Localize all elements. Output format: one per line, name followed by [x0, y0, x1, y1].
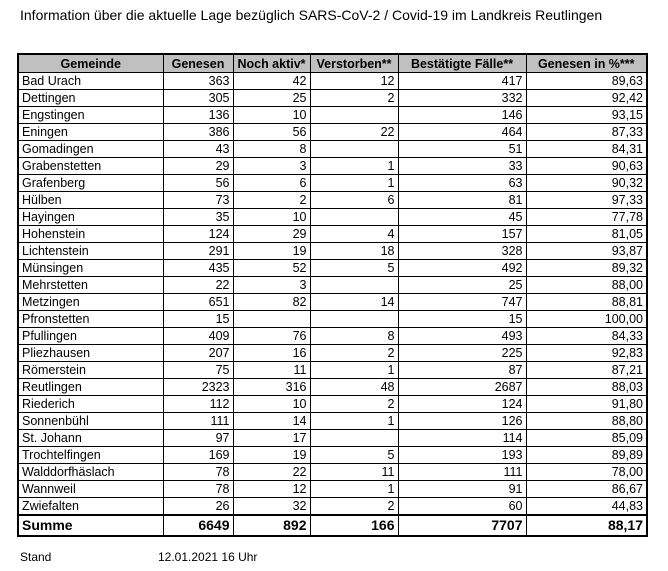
value-cell: 1	[310, 481, 398, 498]
sum-cell: 7707	[398, 515, 526, 536]
value-cell: 18	[310, 243, 398, 260]
value-cell: 90,32	[526, 175, 647, 192]
value-cell: 435	[163, 260, 233, 277]
value-cell: 207	[163, 345, 233, 362]
value-cell: 1	[310, 413, 398, 430]
column-header: Genesen in %***	[526, 54, 647, 73]
value-cell: 124	[398, 396, 526, 413]
value-cell	[310, 107, 398, 124]
value-cell: 89,32	[526, 260, 647, 277]
value-cell: 157	[398, 226, 526, 243]
value-cell: 747	[398, 294, 526, 311]
column-header: Noch aktiv*	[233, 54, 310, 73]
municipality-cell: Hülben	[18, 192, 163, 209]
header-row	[18, 54, 647, 73]
table-row	[18, 362, 647, 379]
municipality-cell: Bad Urach	[18, 73, 163, 90]
value-cell: 22	[310, 124, 398, 141]
column-header: Bestätigte Fälle**	[398, 54, 526, 73]
value-cell: 1	[310, 158, 398, 175]
value-cell: 4	[310, 226, 398, 243]
value-cell: 81,05	[526, 226, 647, 243]
value-cell: 25	[233, 90, 310, 107]
table-row	[18, 379, 647, 396]
table-row	[18, 260, 647, 277]
table-row	[18, 124, 647, 141]
value-cell: 6	[310, 192, 398, 209]
value-cell: 10	[233, 396, 310, 413]
value-cell: 2	[310, 396, 398, 413]
value-cell: 22	[233, 464, 310, 481]
value-cell: 76	[233, 328, 310, 345]
value-cell: 146	[398, 107, 526, 124]
value-cell: 2687	[398, 379, 526, 396]
value-cell: 136	[163, 107, 233, 124]
value-cell: 5	[310, 260, 398, 277]
value-cell: 56	[163, 175, 233, 192]
value-cell: 25	[398, 277, 526, 294]
value-cell: 90,63	[526, 158, 647, 175]
municipality-cell: Hayingen	[18, 209, 163, 226]
municipality-cell: Hohenstein	[18, 226, 163, 243]
value-cell	[310, 430, 398, 447]
value-cell: 51	[398, 141, 526, 158]
value-cell: 82	[233, 294, 310, 311]
value-cell: 386	[163, 124, 233, 141]
value-cell: 60	[398, 498, 526, 516]
value-cell: 11	[233, 362, 310, 379]
value-cell: 89,63	[526, 73, 647, 90]
column-header: Verstorben**	[310, 54, 398, 73]
value-cell: 492	[398, 260, 526, 277]
sum-label: Summe	[18, 515, 163, 536]
value-cell: 29	[233, 226, 310, 243]
value-cell: 10	[233, 107, 310, 124]
municipality-cell: Wannweil	[18, 481, 163, 498]
value-cell: 124	[163, 226, 233, 243]
value-cell: 85,09	[526, 430, 647, 447]
table-row	[18, 90, 647, 107]
value-cell: 48	[310, 379, 398, 396]
value-cell	[310, 277, 398, 294]
value-cell: 91,80	[526, 396, 647, 413]
value-cell: 35	[163, 209, 233, 226]
value-cell: 19	[233, 447, 310, 464]
table-row	[18, 243, 647, 260]
value-cell: 12	[310, 73, 398, 90]
value-cell: 2	[233, 192, 310, 209]
value-cell: 12	[233, 481, 310, 498]
value-cell: 81	[398, 192, 526, 209]
municipality-cell: Pfronstetten	[18, 311, 163, 328]
value-cell: 2	[310, 345, 398, 362]
stand-value: 12.01.2021 16 Uhr	[158, 550, 258, 564]
value-cell: 88,00	[526, 277, 647, 294]
value-cell: 22	[163, 277, 233, 294]
table-row	[18, 209, 647, 226]
value-cell: 2	[310, 498, 398, 516]
municipality-cell: Riederich	[18, 396, 163, 413]
value-cell	[310, 209, 398, 226]
value-cell: 8	[233, 141, 310, 158]
value-cell: 193	[398, 447, 526, 464]
value-cell	[310, 141, 398, 158]
value-cell: 2	[310, 90, 398, 107]
stand-label: Stand	[20, 550, 52, 564]
value-cell: 84,31	[526, 141, 647, 158]
municipality-cell: Pfullingen	[18, 328, 163, 345]
municipality-cell: Gomadingen	[18, 141, 163, 158]
value-cell: 332	[398, 90, 526, 107]
value-cell: 169	[163, 447, 233, 464]
municipality-cell: Grabenstetten	[18, 158, 163, 175]
municipality-cell: St. Johann	[18, 430, 163, 447]
value-cell: 93,87	[526, 243, 647, 260]
value-cell: 56	[233, 124, 310, 141]
value-cell: 33	[398, 158, 526, 175]
value-cell: 87	[398, 362, 526, 379]
value-cell	[310, 311, 398, 328]
value-cell: 78	[163, 464, 233, 481]
value-cell: 75	[163, 362, 233, 379]
cases-table	[17, 53, 648, 537]
value-cell: 11	[310, 464, 398, 481]
value-cell: 3	[233, 277, 310, 294]
table-row	[18, 107, 647, 124]
municipality-cell: Metzingen	[18, 294, 163, 311]
value-cell: 10	[233, 209, 310, 226]
value-cell: 86,67	[526, 481, 647, 498]
municipality-cell: Engstingen	[18, 107, 163, 124]
table-row	[18, 277, 647, 294]
municipality-cell: Zwiefalten	[18, 498, 163, 516]
value-cell: 2323	[163, 379, 233, 396]
value-cell: 6	[233, 175, 310, 192]
value-cell: 16	[233, 345, 310, 362]
value-cell: 87,21	[526, 362, 647, 379]
table-row	[18, 447, 647, 464]
value-cell: 78,00	[526, 464, 647, 481]
table-row	[18, 192, 647, 209]
value-cell: 8	[310, 328, 398, 345]
value-cell: 14	[233, 413, 310, 430]
value-cell	[233, 311, 310, 328]
municipality-cell: Münsingen	[18, 260, 163, 277]
municipality-cell: Lichtenstein	[18, 243, 163, 260]
municipality-cell: Reutlingen	[18, 379, 163, 396]
sum-cell: 166	[310, 515, 398, 536]
table-row	[18, 73, 647, 90]
municipality-cell: Eningen	[18, 124, 163, 141]
value-cell: 26	[163, 498, 233, 516]
value-cell: 88,03	[526, 379, 647, 396]
value-cell: 305	[163, 90, 233, 107]
table-row	[18, 345, 647, 362]
value-cell: 651	[163, 294, 233, 311]
value-cell: 92,42	[526, 90, 647, 107]
value-cell: 29	[163, 158, 233, 175]
value-cell: 19	[233, 243, 310, 260]
value-cell: 44,83	[526, 498, 647, 516]
value-cell: 417	[398, 73, 526, 90]
value-cell: 1	[310, 362, 398, 379]
sum-cell: 88,17	[526, 515, 647, 536]
value-cell: 291	[163, 243, 233, 260]
table-row	[18, 396, 647, 413]
table-row	[18, 464, 647, 481]
municipality-cell: Sonnenbühl	[18, 413, 163, 430]
value-cell: 316	[233, 379, 310, 396]
value-cell: 88,80	[526, 413, 647, 430]
value-cell: 17	[233, 430, 310, 447]
table-row	[18, 175, 647, 192]
table-row	[18, 430, 647, 447]
value-cell: 15	[163, 311, 233, 328]
municipality-cell: Dettingen	[18, 90, 163, 107]
value-cell: 111	[163, 413, 233, 430]
value-cell: 126	[398, 413, 526, 430]
sum-cell: 892	[233, 515, 310, 536]
value-cell: 114	[398, 430, 526, 447]
value-cell: 111	[398, 464, 526, 481]
value-cell: 32	[233, 498, 310, 516]
value-cell: 93,15	[526, 107, 647, 124]
value-cell: 73	[163, 192, 233, 209]
value-cell: 97	[163, 430, 233, 447]
column-header: Gemeinde	[18, 54, 163, 73]
sum-cell: 6649	[163, 515, 233, 536]
municipality-cell: Grafenberg	[18, 175, 163, 192]
municipality-cell: Pliezhausen	[18, 345, 163, 362]
value-cell: 100,00	[526, 311, 647, 328]
value-cell: 43	[163, 141, 233, 158]
table-row	[18, 498, 647, 516]
table-row	[18, 226, 647, 243]
value-cell: 5	[310, 447, 398, 464]
value-cell: 15	[398, 311, 526, 328]
value-cell: 87,33	[526, 124, 647, 141]
page-title: Information über die aktuelle Lage bezüglich SARS-CoV-2 / Covid-19 im Landkreis Reutlingen	[20, 7, 603, 23]
value-cell: 63	[398, 175, 526, 192]
value-cell: 78	[163, 481, 233, 498]
value-cell: 77,78	[526, 209, 647, 226]
value-cell: 45	[398, 209, 526, 226]
value-cell: 42	[233, 73, 310, 90]
table-row	[18, 294, 647, 311]
value-cell: 14	[310, 294, 398, 311]
municipality-cell: Walddorfhäslach	[18, 464, 163, 481]
value-cell: 112	[163, 396, 233, 413]
value-cell: 328	[398, 243, 526, 260]
value-cell: 97,33	[526, 192, 647, 209]
table-row	[18, 481, 647, 498]
table-row	[18, 311, 647, 328]
sum-row	[18, 515, 647, 536]
value-cell: 91	[398, 481, 526, 498]
municipality-cell: Trochtelfingen	[18, 447, 163, 464]
table-row	[18, 141, 647, 158]
value-cell: 493	[398, 328, 526, 345]
table-row	[18, 413, 647, 430]
value-cell: 89,89	[526, 447, 647, 464]
table-row	[18, 158, 647, 175]
value-cell: 3	[233, 158, 310, 175]
value-cell: 88,81	[526, 294, 647, 311]
municipality-cell: Römerstein	[18, 362, 163, 379]
value-cell: 1	[310, 175, 398, 192]
value-cell: 84,33	[526, 328, 647, 345]
municipality-cell: Mehrstetten	[18, 277, 163, 294]
column-header: Genesen	[163, 54, 233, 73]
value-cell: 363	[163, 73, 233, 90]
value-cell: 409	[163, 328, 233, 345]
value-cell: 225	[398, 345, 526, 362]
value-cell: 464	[398, 124, 526, 141]
value-cell: 52	[233, 260, 310, 277]
table-row	[18, 328, 647, 345]
value-cell: 92,83	[526, 345, 647, 362]
